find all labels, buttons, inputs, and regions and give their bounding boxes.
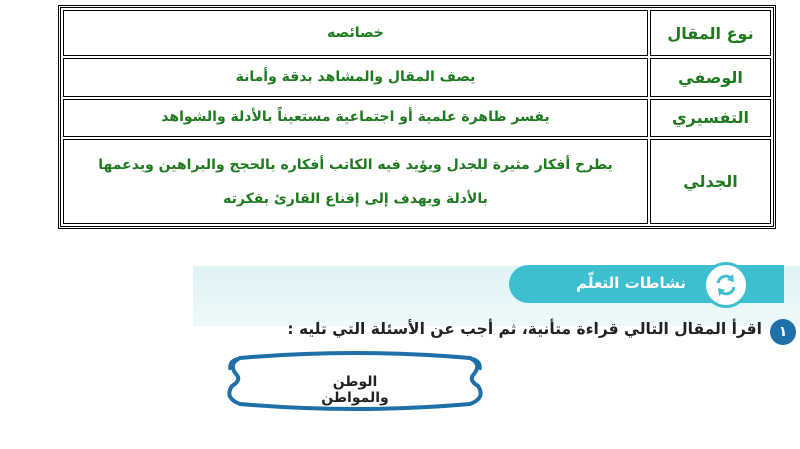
table-row (63, 58, 771, 96)
header-desc-cell: خصائصه (63, 10, 648, 56)
table-header-row (63, 10, 771, 56)
refresh-icon (703, 262, 749, 308)
desc-cell-argumentative (63, 139, 648, 224)
type-cell-explanatory: التفسيري (650, 99, 771, 137)
article-title: الوطن والمواطن (321, 374, 389, 406)
type-cell-argumentative: الجدلي (650, 139, 771, 224)
desc-cell-explanatory: يفسر ظاهرة علمية أو اجتماعية مستعيناً بالأدلة والشواهد (63, 99, 648, 137)
desc-line-2: بالأدلة ويهدف إلى إقناع القارئ بفكرته (223, 190, 488, 207)
desc-cell-descriptive: يصف المقال والمشاهد بدقة وأمانة (63, 58, 648, 96)
refresh-icon-glyph (713, 272, 739, 298)
types-table-grid (61, 8, 773, 226)
desc-line-1: يطرح أفكار مثيرة للجدل ويؤيد فيه الكاتب أفكاره بالحجج والبراهين ويدعمها (98, 156, 613, 173)
header-type-cell: نوع المقال (650, 10, 771, 56)
table-row (63, 99, 771, 137)
article-types-table (58, 5, 776, 229)
item-number-badge: ١ (770, 319, 796, 345)
activities-heading: نشاطات التعلّم (576, 274, 686, 292)
activity-instruction: اقرأ المقال التالي قراءة متأنية، ثم أجب عن الأسئلة التي تليه : (287, 320, 762, 338)
table-row (63, 139, 771, 224)
type-cell-descriptive: الوصفي (650, 58, 771, 96)
